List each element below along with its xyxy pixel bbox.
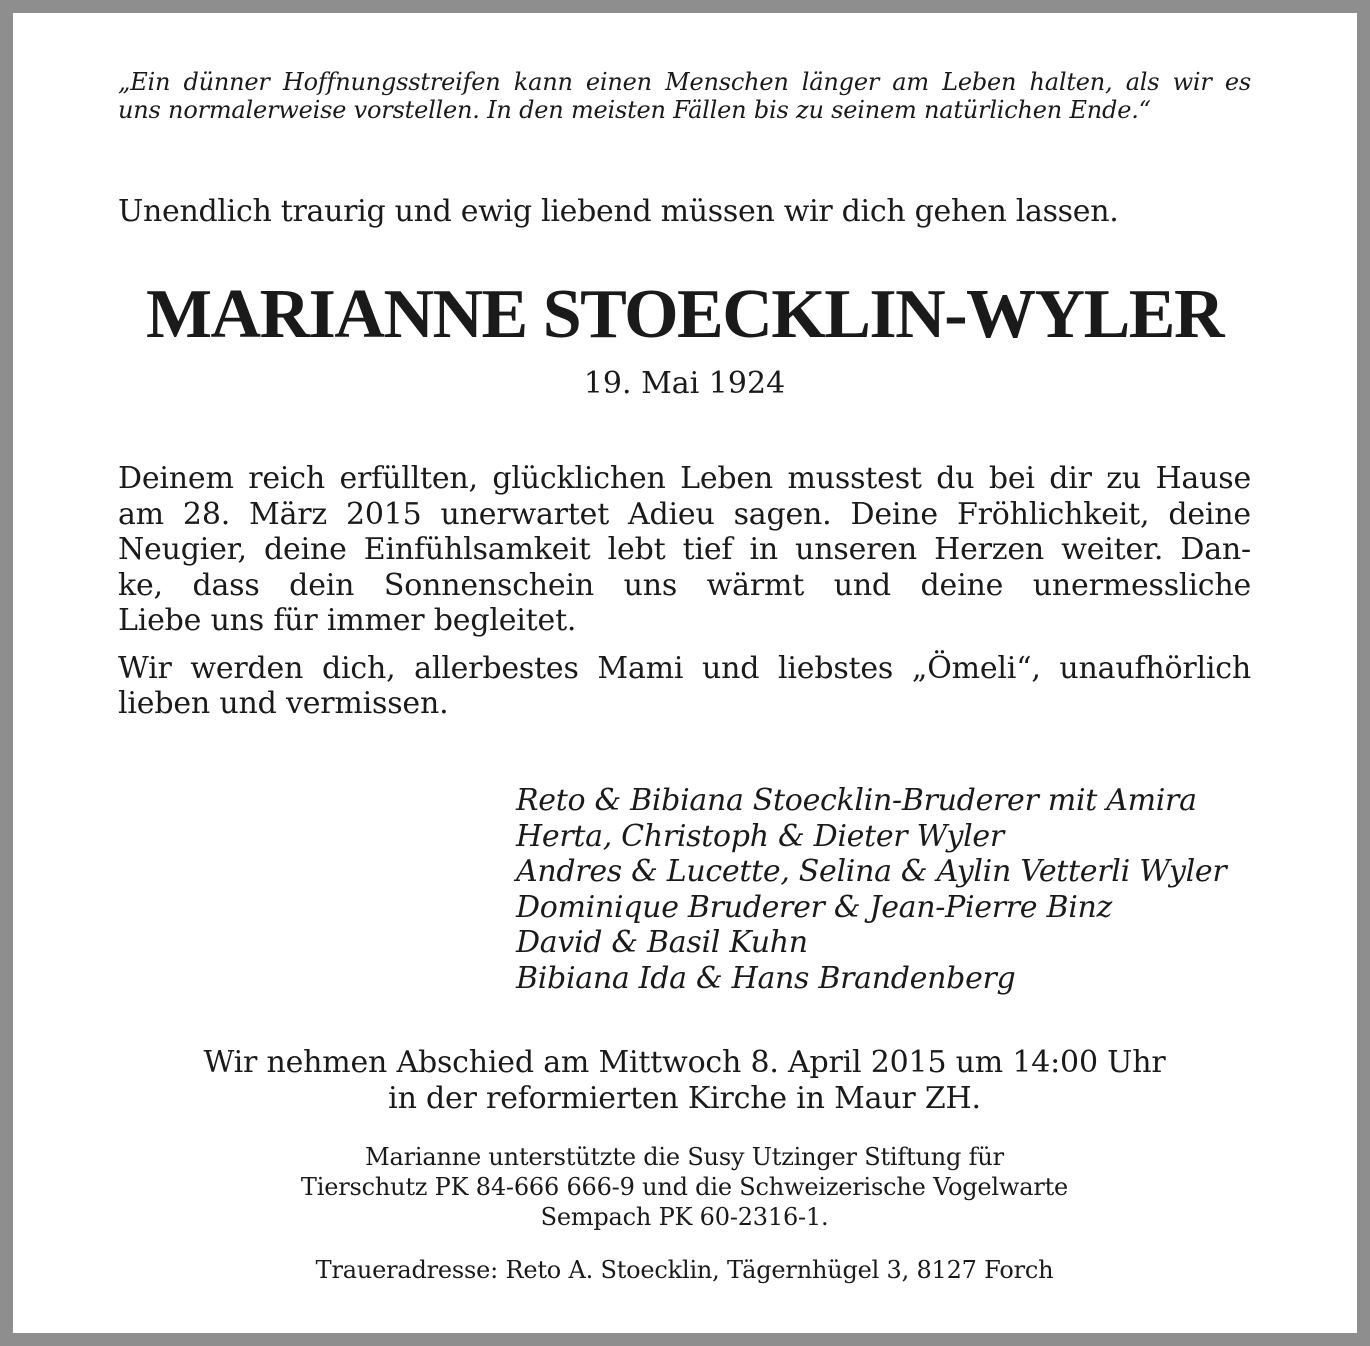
birth-date: 19. Mai 1924 [583, 366, 786, 401]
farewell-line: in der reformierten Kirche in Maur ZH. [388, 1081, 981, 1116]
tribute-line: Neugier, deine Einfühlsamkeit lebt tief in unseren Herzen weiter. Dan- [118, 532, 1251, 567]
motto-line: uns normalerweise vorstellen. In den meisten Fällen bis zu seinem natürlichen Ende.“ [118, 96, 1151, 124]
tribute-paragraph [118, 461, 1251, 639]
mourner-line: Bibiana Ida & Hans Brandenberg [516, 960, 1016, 996]
tribute-line: lieben und vermissen. [118, 686, 449, 721]
intro-line: Unendlich traurig und ewig liebend müssen wir dich gehen lassen. [118, 194, 1119, 229]
farewell-announcement [118, 1045, 1251, 1117]
mourning-address: Traueradresse: Reto A. Stoecklin, Tägernhügel 3, 8127 Forch [315, 1256, 1054, 1284]
tribute-line: Deinem reich erfüllten, glücklichen Leben musstest du bei dir zu Hause [118, 461, 1251, 496]
donation-note [118, 1142, 1251, 1232]
motto-line: „Ein dünner Hoffnungsstreifen kann einen Menschen länger am Leben halten, als wir es [118, 68, 1251, 96]
motto-quote [118, 68, 1251, 124]
tribute-line: Wir werden dich, allerbestes Mami und liebstes „Ömeli“, unaufhörlich [118, 650, 1251, 686]
mourners-list [516, 783, 1226, 996]
mourner-line: Dominique Bruderer & Jean-Pierre Binz [516, 889, 1113, 925]
mourner-line: Andres & Lucette, Selina & Aylin Vetterli Wyler [516, 854, 1227, 889]
obituary-notice [13, 13, 1357, 1333]
tribute-line: Liebe uns für immer begleitet. [118, 603, 577, 638]
mourner-line: David & Basil Kuhn [516, 925, 808, 960]
tribute-text [118, 461, 1251, 734]
mourner-line: Reto & Bibiana Stoecklin-Bruderer mit Amira [516, 783, 1197, 818]
donation-line: Sempach PK 60-2316-1. [540, 1203, 829, 1231]
donation-line: Tierschutz PK 84-666 666-9 und die Schweizerische Vogelwarte [300, 1173, 1069, 1201]
mourner-line: Herta, Christoph & Dieter Wyler [516, 818, 1004, 854]
deceased-name: MARIANNE STOECKLIN-WYLER [145, 276, 1224, 353]
farewell-line: Wir nehmen Abschied am Mittwoch 8. April 2015 um 14:00 Uhr [203, 1045, 1166, 1080]
tribute-line: am 28. März 2015 unerwartet Adieu sagen. Deine Fröhlichkeit, deine [118, 496, 1251, 532]
tribute-paragraph [118, 651, 1251, 722]
donation-line: Marianne unterstützte die Susy Utzinger Stiftung für [365, 1143, 1004, 1171]
tribute-line: ke, dass dein Sonnenschein uns wärmt und deine unermessliche [118, 567, 1251, 603]
